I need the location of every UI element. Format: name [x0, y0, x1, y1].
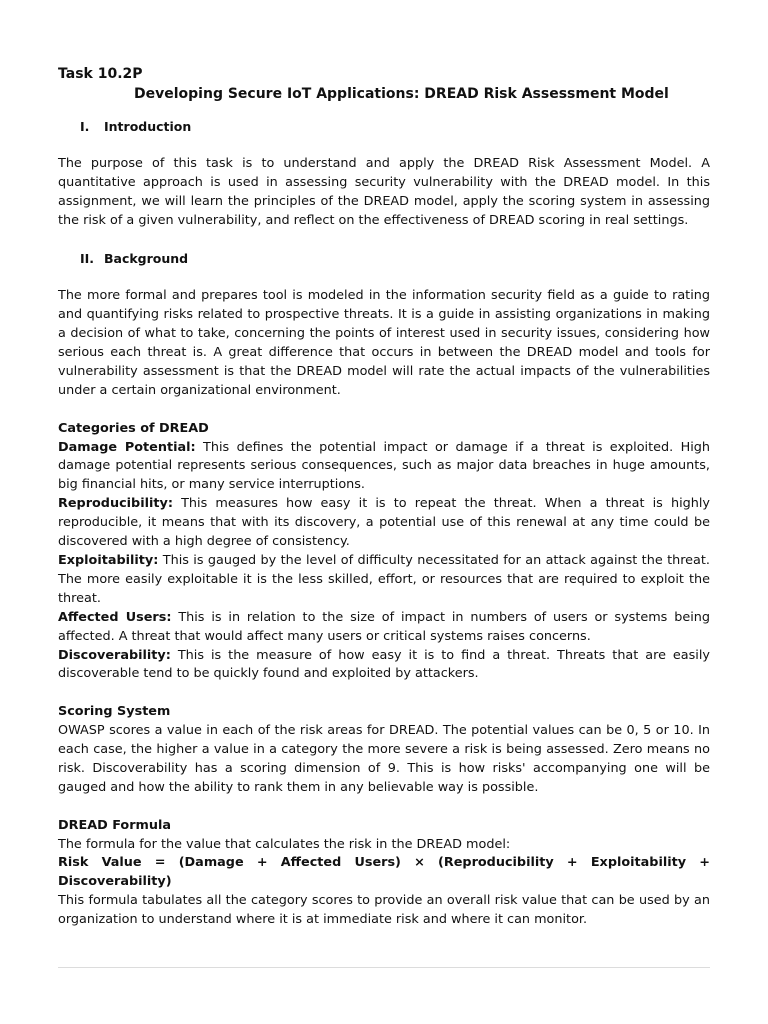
- page-footer-divider: [58, 967, 710, 968]
- document-body: [58, 64, 710, 930]
- formula-explanation: This formula tabulates all the category scores to provide an overall risk value that can be used by an organization to understand where it is at immediate risk and where it can monitor.: [58, 893, 710, 928]
- category-description: This is the measure of how easy it is to find a threat. Threats that are easily discoverable tend to be quickly found and exploited by attackers.: [58, 647, 710, 682]
- introduction-paragraph: The purpose of this task is to understand and apply the DREAD Risk Assessment Model. A quantitative approach is used in assessing security vulnerability with the DREAD model. In this assignment, we will learn the principles of the DREAD model, apply the scoring system in assessing the risk of a given vulnerability, and reflect on the effectiveness of DREAD scoring in real settings.: [58, 155, 710, 228]
- category-description: This measures how easy it is to repeat the threat. When a threat is highly reproducible, it means that with its discovery, a potential use of this renewal at any time could be discovered with a high degree of consistency.: [58, 496, 710, 550]
- category-term: Reproducibility:: [58, 496, 173, 512]
- category-description: This is gauged by the level of difficulty necessitated for an attack against the threat. The more easily exploitable it is the less skilled, effort, or resources that are required to exploit the threat.: [58, 552, 710, 606]
- category-description: This is in relation to the size of impact in numbers of users or systems being affected. A threat that would affect many users or critical systems raises concerns.: [58, 609, 710, 644]
- task-label: Task 10.2P: [58, 66, 143, 82]
- background-paragraph: The more formal and prepares tool is modeled in the information security field as a guide to rating and quantifying risks related to prospective threats. It is a guide in assisting organizations in making a decision of what to take, concerning the points of interest used in security issues, considering how serious each threat is. A great difference that occurs in between the DREAD model and tools for vulnerability assessment is that the DREAD model will rate the actual impacts of the vulnerabilities under a certain organizational environment.: [58, 288, 710, 398]
- formula-heading: DREAD Formula: [58, 817, 171, 833]
- category-description: This defines the potential impact or damage if a threat is exploited. High damage potential represents serious consequences, such as major data breaches in huge amounts, big financial hits, or many service interruptions.: [58, 439, 710, 493]
- category-term: Exploitability:: [58, 552, 159, 568]
- section-title: Background: [104, 251, 189, 267]
- document-title: Developing Secure IoT Applications: DREAD Risk Assessment Model: [134, 86, 669, 102]
- section-number: II.: [80, 251, 95, 267]
- category-reproducibility: [58, 495, 710, 552]
- category-term: Affected Users:: [58, 609, 172, 625]
- category-affected-users: [58, 609, 710, 647]
- scoring-paragraph: OWASP scores a value in each of the risk areas for DREAD. The potential values can be 0, 5 or 10. In each case, the higher a value in a category the more severe a risk is being assessed. Zero means no risk. Discoverability has a scoring dimension of 9. This is how risks' accompanying one will be gauged and how the ability to rank them in any believable way is possible.: [58, 723, 710, 795]
- section-title: Introduction: [104, 119, 192, 134]
- categories-heading: Categories of DREAD: [58, 420, 209, 436]
- section-number: I.: [80, 119, 90, 134]
- section-heading-background: [58, 249, 710, 268]
- formula-equation: Risk Value = (Damage + Affected Users) × (Reproducibility + Exploitability + Discoverability): [58, 855, 710, 890]
- section-heading-introduction: [58, 117, 710, 136]
- category-discoverability: [58, 647, 710, 685]
- category-damage-potential: [58, 439, 710, 496]
- category-term: Damage Potential:: [58, 439, 196, 455]
- category-exploitability: [58, 552, 710, 609]
- category-term: Discoverability:: [58, 647, 171, 663]
- scoring-heading: Scoring System: [58, 704, 171, 720]
- formula-intro: The formula for the value that calculates the risk in the DREAD model:: [58, 836, 511, 852]
